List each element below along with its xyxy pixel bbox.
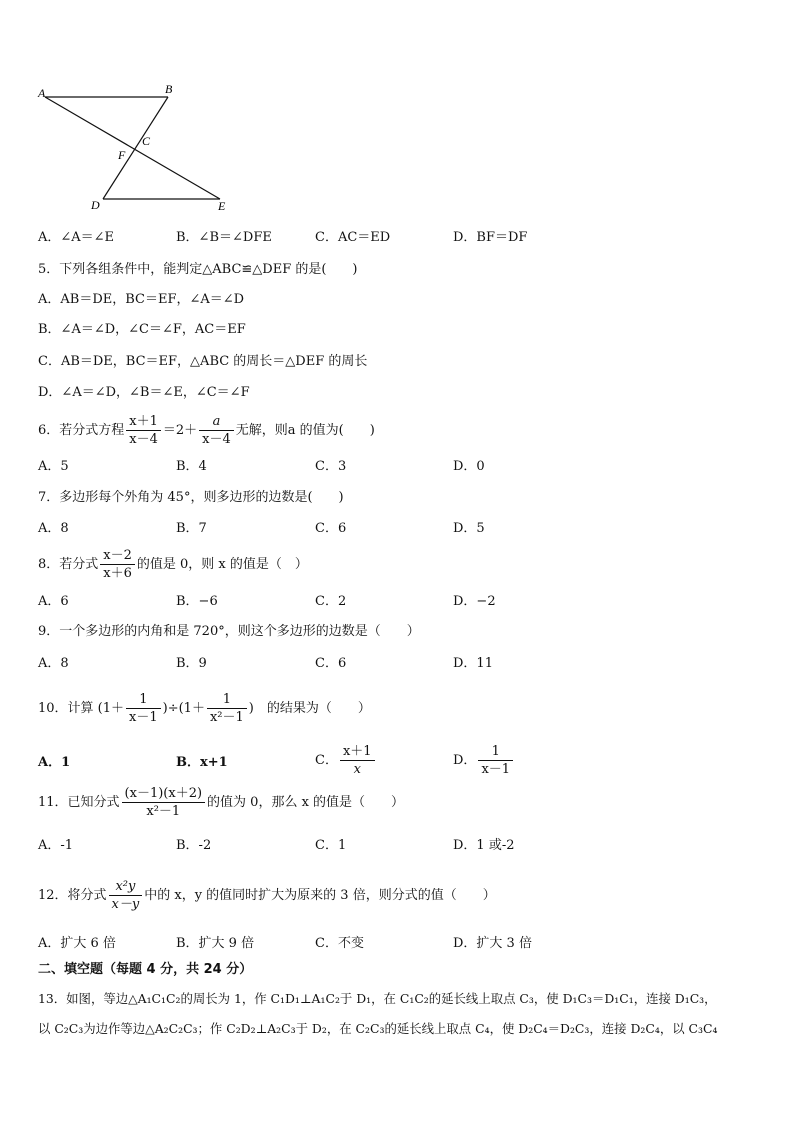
label-C: C [142,134,151,148]
q5-option-b: B．∠A＝∠D，∠C＝∠F，AC＝EF [38,322,246,337]
q9-option-c: C．6 [315,656,347,671]
q11-option-d: D．1 或-2 [453,838,515,853]
q9-option-a: A．8 [38,656,69,671]
q10-suffix: ) 的结果为（ ） [248,701,371,716]
q6-fraction-2: $\frac{a}{x-4}$ [199,414,234,447]
q7-stem: 7．多边形每个外角为 45°，则多边形的边数是( ) [38,490,344,505]
q12-option-c: C．不变 [315,936,364,951]
q11-stem [38,786,404,819]
q13-line-1: 13．如图，等边△A₁C₁C₂的周长为 1，作 C₁D₁⊥A₁C₂于 D₁，在 C₁C₂的延长线上取点 C₃，使 D₁C₃＝D₁C₁，连接 D₁C₃， [38,991,717,1006]
q6-option-b: B．4 [176,459,207,474]
q6-suffix: 无解，则a 的值为( ) [235,423,375,438]
q7-option-b: B．7 [176,521,207,536]
geometry-figure [30,80,240,220]
q8-option-d: D．−2 [453,594,496,609]
label-E: E [218,199,226,213]
q10-stem [38,692,371,725]
q11-option-c: C．1 [315,838,347,853]
q12-prefix: 12．将分式 [38,888,107,903]
q8-stem [38,548,308,581]
q8-option-a: A．6 [38,594,69,609]
q6-option-d: D．0 [453,459,485,474]
q5-option-c: C．AB＝DE，BC＝EF，△ABC 的周长＝△DEF 的周长 [38,354,368,369]
q5-option-a: A．AB＝DE，BC＝EF，∠A＝∠D [38,292,245,307]
q11-option-b: B．-2 [176,838,212,853]
section-heading-fill-in: 二、填空题（每题 4 分，共 24 分） [38,962,253,977]
q8-suffix: 的值是 0，则 x 的值是（ ） [136,557,308,572]
q10-option-c-fraction: $\frac{x+1}{x}$ [340,744,375,777]
q10-option-b: B．x+1 [176,755,228,770]
q6-option-a: A．5 [38,459,69,474]
q4-option-d: D．BF＝DF [453,230,528,245]
q6-option-c: C．3 [315,459,347,474]
label-B: B [165,82,173,96]
q10-fraction-2: $\frac{1}{\text{x²－1}}$ [207,692,247,725]
q10-option-d-fraction: $\frac{1}{x-1}$ [478,744,513,777]
q9-stem: 9．一个多边形的内角和是 720°，则这个多边形的边数是（ ） [38,624,420,639]
q12-option-d: D．扩大 3 倍 [453,936,532,951]
q10-option-d: D． $\frac{1}{x-1}$ [453,744,515,777]
q12-option-b: B．扩大 9 倍 [176,936,255,951]
q12-stem [38,879,496,912]
q12-suffix: 中的 x，y 的值同时扩大为原来的 3 倍，则分式的值（ ） [144,888,496,903]
q12-option-a: A．扩大 6 倍 [38,936,116,951]
q6-mid: ＝2＋ [162,423,198,438]
q10-fraction-1: $\frac{1}{x-1}$ [126,692,161,725]
segment-AE [45,97,220,199]
q4-option-b: B．∠B＝∠DFE [176,230,272,245]
q6-stem [38,414,375,447]
label-A: A [38,86,46,100]
q9-option-b: B．9 [176,656,207,671]
q5-stem: 5．下列各组条件中，能判定△ABC≌△DEF 的是( ) [38,262,358,277]
q4-option-c: C．AC＝ED [315,230,391,245]
q7-option-c: C．6 [315,521,347,536]
q13-line-2: 以 C₂C₃为边作等边△A₂C₂C₃；作 C₂D₂⊥A₂C₃于 D₂，在 C₂C₃的延长线上取点 C₄，使 D₂C₄＝D₂C₃，连接 D₂C₄，以 C₃C₄ [38,1021,718,1036]
label-D: D [91,198,100,212]
q8-fraction: $\frac{x-2}{x+6}$ [100,548,135,581]
segment-BD [103,97,168,199]
q8-prefix: 8．若分式 [38,557,99,572]
q6-fraction-1: $\frac{x+1}{x-4}$ [126,414,161,447]
q10-prefix: 10．计算 (1＋ [38,701,125,716]
q10-mid: )÷(1＋ [162,701,205,716]
q11-suffix: 的值为 0，那么 x 的值是（ ） [207,795,405,810]
q8-option-c: C．2 [315,594,347,609]
q12-fraction: $\frac{\text{x²y}}{x-y}$ [109,879,143,912]
q11-prefix: 11．已知分式 [38,795,120,810]
label-F: F [118,148,126,162]
q8-option-b: B．−6 [176,594,218,609]
q11-fraction: $\frac{(x-1)(x+2)}{\text{x²－1}}$ [122,786,206,819]
q11-option-a: A．-1 [38,838,74,853]
q4-option-a: A．∠A＝∠E [38,230,115,245]
q9-option-d: D．11 [453,656,493,671]
q7-option-d: D．5 [453,521,485,536]
q10-option-a: A．1 [38,755,71,770]
q6-prefix: 6．若分式方程 [38,423,125,438]
q7-option-a: A．8 [38,521,69,536]
q5-option-d: D．∠A＝∠D，∠B＝∠E，∠C＝∠F [38,385,250,400]
q10-option-c: C． $\frac{x+1}{x}$ [315,744,377,777]
